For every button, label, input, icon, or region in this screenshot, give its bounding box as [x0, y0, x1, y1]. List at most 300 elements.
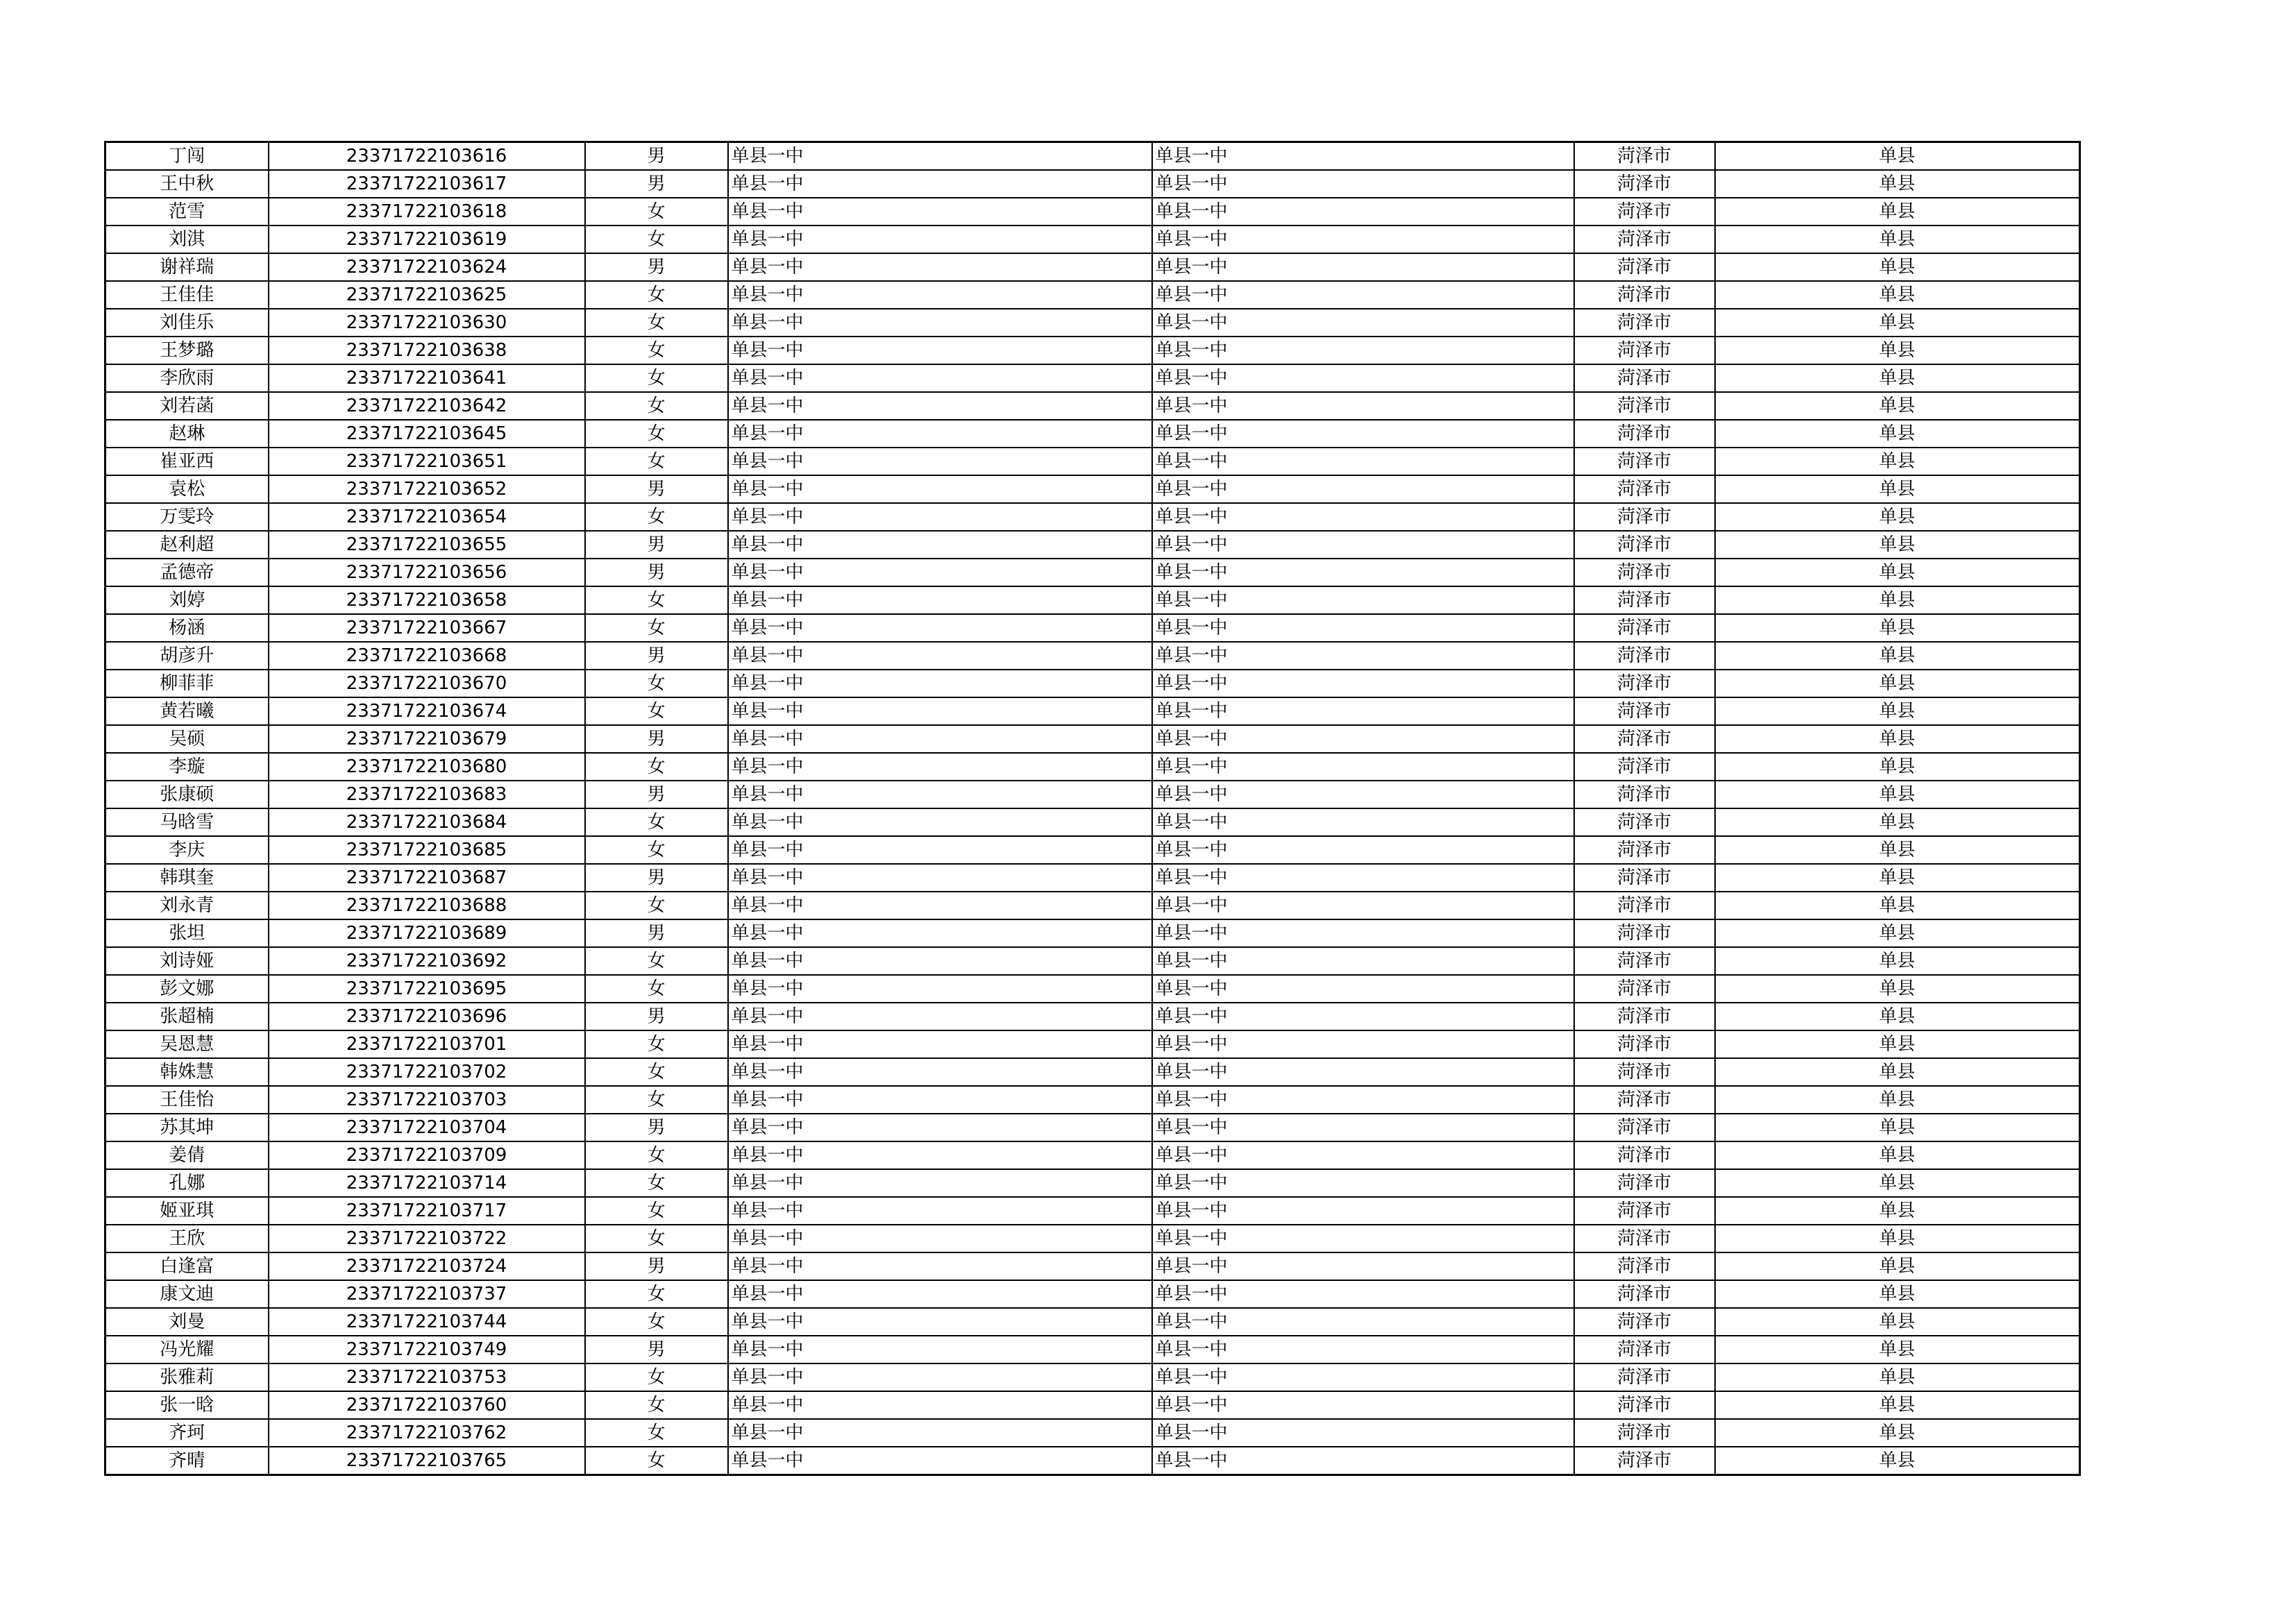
county-cell: 单县: [1715, 559, 2080, 586]
city-cell: 菏泽市: [1574, 919, 1715, 947]
city-cell: 菏泽市: [1574, 864, 1715, 892]
exam-id-cell: 23371722103688: [269, 892, 585, 919]
exam-id-cell: 23371722103655: [269, 531, 585, 559]
gender-cell: 女: [585, 836, 728, 864]
table-body: [105, 142, 2080, 1475]
school-cell: 单县一中: [728, 586, 1152, 614]
county-cell: 单县: [1715, 1225, 2080, 1252]
gender-cell: 女: [585, 1169, 728, 1197]
county-cell: 单县: [1715, 975, 2080, 1003]
table-row: [105, 503, 2080, 531]
city-cell: 菏泽市: [1574, 198, 1715, 226]
exam-id-cell: 23371722103616: [269, 142, 585, 171]
county-cell: 单县: [1715, 1141, 2080, 1169]
city-cell: 菏泽市: [1574, 1447, 1715, 1475]
exam-site-cell: 单县一中: [1152, 1058, 1574, 1086]
table-row: [105, 975, 2080, 1003]
school-cell: 单县一中: [728, 1169, 1152, 1197]
table-row: [105, 1252, 2080, 1280]
school-cell: 单县一中: [728, 1225, 1152, 1252]
name-cell: 张康硕: [105, 781, 269, 808]
table-row: [105, 1363, 2080, 1391]
school-cell: 单县一中: [728, 198, 1152, 226]
name-cell: 姜倩: [105, 1141, 269, 1169]
name-cell: 刘诗娅: [105, 947, 269, 975]
school-cell: 单县一中: [728, 614, 1152, 642]
name-cell: 彭文娜: [105, 975, 269, 1003]
gender-cell: 男: [585, 642, 728, 670]
table-row: [105, 226, 2080, 253]
city-cell: 菏泽市: [1574, 836, 1715, 864]
name-cell: 范雪: [105, 198, 269, 226]
city-cell: 菏泽市: [1574, 808, 1715, 836]
school-cell: 单县一中: [728, 836, 1152, 864]
exam-site-cell: 单县一中: [1152, 364, 1574, 392]
school-cell: 单县一中: [728, 364, 1152, 392]
exam-site-cell: 单县一中: [1152, 503, 1574, 531]
exam-id-cell: 23371722103617: [269, 170, 585, 198]
school-cell: 单县一中: [728, 475, 1152, 503]
gender-cell: 男: [585, 253, 728, 281]
county-cell: 单县: [1715, 781, 2080, 808]
school-cell: 单县一中: [728, 1252, 1152, 1280]
table-row: [105, 1003, 2080, 1030]
name-cell: 韩琪奎: [105, 864, 269, 892]
exam-id-cell: 23371722103717: [269, 1197, 585, 1225]
name-cell: 王梦璐: [105, 337, 269, 364]
name-cell: 刘淇: [105, 226, 269, 253]
city-cell: 菏泽市: [1574, 281, 1715, 309]
table-row: [105, 947, 2080, 975]
table-row: [105, 1114, 2080, 1141]
county-cell: 单县: [1715, 475, 2080, 503]
city-cell: 菏泽市: [1574, 1391, 1715, 1419]
table-row: [105, 697, 2080, 725]
gender-cell: 女: [585, 975, 728, 1003]
name-cell: 胡彦升: [105, 642, 269, 670]
city-cell: 菏泽市: [1574, 559, 1715, 586]
name-cell: 刘佳乐: [105, 309, 269, 337]
county-cell: 单县: [1715, 1003, 2080, 1030]
table-row: [105, 1308, 2080, 1336]
table-row: [105, 670, 2080, 697]
table-row: [105, 892, 2080, 919]
city-cell: 菏泽市: [1574, 364, 1715, 392]
gender-cell: 女: [585, 697, 728, 725]
school-cell: 单县一中: [728, 392, 1152, 420]
exam-id-cell: 23371722103674: [269, 697, 585, 725]
exam-id-cell: 23371722103695: [269, 975, 585, 1003]
school-cell: 单县一中: [728, 975, 1152, 1003]
exam-site-cell: 单县一中: [1152, 670, 1574, 697]
school-cell: 单县一中: [728, 1419, 1152, 1447]
table-row: [105, 1336, 2080, 1363]
gender-cell: 男: [585, 919, 728, 947]
school-cell: 单县一中: [728, 1030, 1152, 1058]
gender-cell: 男: [585, 142, 728, 171]
county-cell: 单县: [1715, 1363, 2080, 1391]
exam-site-cell: 单县一中: [1152, 531, 1574, 559]
gender-cell: 女: [585, 1058, 728, 1086]
county-cell: 单县: [1715, 281, 2080, 309]
exam-id-cell: 23371722103658: [269, 586, 585, 614]
name-cell: 王佳怡: [105, 1086, 269, 1114]
city-cell: 菏泽市: [1574, 1336, 1715, 1363]
exam-id-cell: 23371722103625: [269, 281, 585, 309]
table-row: [105, 281, 2080, 309]
gender-cell: 女: [585, 226, 728, 253]
gender-cell: 女: [585, 892, 728, 919]
county-cell: 单县: [1715, 670, 2080, 697]
name-cell: 吴恩慧: [105, 1030, 269, 1058]
exam-id-cell: 23371722103744: [269, 1308, 585, 1336]
school-cell: 单县一中: [728, 226, 1152, 253]
name-cell: 黄若曦: [105, 697, 269, 725]
school-cell: 单县一中: [728, 892, 1152, 919]
county-cell: 单县: [1715, 1030, 2080, 1058]
exam-site-cell: 单县一中: [1152, 1280, 1574, 1308]
county-cell: 单县: [1715, 309, 2080, 337]
city-cell: 菏泽市: [1574, 753, 1715, 781]
exam-id-cell: 23371722103670: [269, 670, 585, 697]
exam-id-cell: 23371722103753: [269, 1363, 585, 1391]
exam-site-cell: 单县一中: [1152, 1252, 1574, 1280]
exam-site-cell: 单县一中: [1152, 448, 1574, 475]
name-cell: 康文迪: [105, 1280, 269, 1308]
city-cell: 菏泽市: [1574, 1197, 1715, 1225]
table-row: [105, 1419, 2080, 1447]
school-cell: 单县一中: [728, 559, 1152, 586]
exam-id-cell: 23371722103724: [269, 1252, 585, 1280]
exam-site-cell: 单县一中: [1152, 947, 1574, 975]
table-row: [105, 253, 2080, 281]
exam-site-cell: 单县一中: [1152, 198, 1574, 226]
table-row: [105, 1141, 2080, 1169]
school-cell: 单县一中: [728, 781, 1152, 808]
school-cell: 单县一中: [728, 864, 1152, 892]
name-cell: 刘婷: [105, 586, 269, 614]
county-cell: 单县: [1715, 586, 2080, 614]
exam-id-cell: 23371722103749: [269, 1336, 585, 1363]
gender-cell: 男: [585, 531, 728, 559]
table-row: [105, 1030, 2080, 1058]
school-cell: 单县一中: [728, 1447, 1152, 1475]
exam-site-cell: 单县一中: [1152, 1391, 1574, 1419]
county-cell: 单县: [1715, 725, 2080, 753]
table-row: [105, 753, 2080, 781]
exam-site-cell: 单县一中: [1152, 1419, 1574, 1447]
exam-id-cell: 23371722103689: [269, 919, 585, 947]
exam-id-cell: 23371722103642: [269, 392, 585, 420]
table-row: [105, 1225, 2080, 1252]
table-row: [105, 836, 2080, 864]
exam-site-cell: 单县一中: [1152, 642, 1574, 670]
name-cell: 刘永青: [105, 892, 269, 919]
exam-id-cell: 23371722103704: [269, 1114, 585, 1141]
exam-id-cell: 23371722103714: [269, 1169, 585, 1197]
school-cell: 单县一中: [728, 808, 1152, 836]
city-cell: 菏泽市: [1574, 142, 1715, 171]
county-cell: 单县: [1715, 836, 2080, 864]
county-cell: 单县: [1715, 1308, 2080, 1336]
exam-id-cell: 23371722103722: [269, 1225, 585, 1252]
exam-id-cell: 23371722103624: [269, 253, 585, 281]
school-cell: 单县一中: [728, 448, 1152, 475]
city-cell: 菏泽市: [1574, 642, 1715, 670]
county-cell: 单县: [1715, 919, 2080, 947]
county-cell: 单县: [1715, 226, 2080, 253]
school-cell: 单县一中: [728, 309, 1152, 337]
school-cell: 单县一中: [728, 253, 1152, 281]
exam-id-cell: 23371722103703: [269, 1086, 585, 1114]
name-cell: 万雯玲: [105, 503, 269, 531]
name-cell: 马晗雪: [105, 808, 269, 836]
table-row: [105, 614, 2080, 642]
city-cell: 菏泽市: [1574, 1308, 1715, 1336]
name-cell: 赵琳: [105, 420, 269, 448]
school-cell: 单县一中: [728, 1391, 1152, 1419]
table-row: [105, 531, 2080, 559]
exam-site-cell: 单县一中: [1152, 1003, 1574, 1030]
gender-cell: 女: [585, 420, 728, 448]
city-cell: 菏泽市: [1574, 226, 1715, 253]
school-cell: 单县一中: [728, 947, 1152, 975]
student-list-table: [104, 141, 2081, 1476]
exam-site-cell: 单县一中: [1152, 1030, 1574, 1058]
exam-id-cell: 23371722103618: [269, 198, 585, 226]
city-cell: 菏泽市: [1574, 614, 1715, 642]
table-row: [105, 1197, 2080, 1225]
exam-site-cell: 单县一中: [1152, 142, 1574, 171]
county-cell: 单县: [1715, 1197, 2080, 1225]
gender-cell: 男: [585, 170, 728, 198]
city-cell: 菏泽市: [1574, 1086, 1715, 1114]
county-cell: 单县: [1715, 1419, 2080, 1447]
county-cell: 单县: [1715, 947, 2080, 975]
exam-site-cell: 单县一中: [1152, 836, 1574, 864]
name-cell: 王佳佳: [105, 281, 269, 309]
city-cell: 菏泽市: [1574, 420, 1715, 448]
city-cell: 菏泽市: [1574, 1114, 1715, 1141]
exam-site-cell: 单县一中: [1152, 1169, 1574, 1197]
gender-cell: 女: [585, 670, 728, 697]
city-cell: 菏泽市: [1574, 947, 1715, 975]
table-row: [105, 337, 2080, 364]
county-cell: 单县: [1715, 864, 2080, 892]
exam-id-cell: 23371722103667: [269, 614, 585, 642]
exam-site-cell: 单县一中: [1152, 1447, 1574, 1475]
school-cell: 单县一中: [728, 642, 1152, 670]
city-cell: 菏泽市: [1574, 253, 1715, 281]
gender-cell: 男: [585, 781, 728, 808]
exam-site-cell: 单县一中: [1152, 781, 1574, 808]
name-cell: 姬亚琪: [105, 1197, 269, 1225]
exam-site-cell: 单县一中: [1152, 1225, 1574, 1252]
name-cell: 张超楠: [105, 1003, 269, 1030]
table-row: [105, 1447, 2080, 1475]
city-cell: 菏泽市: [1574, 1363, 1715, 1391]
county-cell: 单县: [1715, 1058, 2080, 1086]
city-cell: 菏泽市: [1574, 1003, 1715, 1030]
name-cell: 谢祥瑞: [105, 253, 269, 281]
city-cell: 菏泽市: [1574, 1169, 1715, 1197]
city-cell: 菏泽市: [1574, 337, 1715, 364]
exam-id-cell: 23371722103765: [269, 1447, 585, 1475]
exam-site-cell: 单县一中: [1152, 1363, 1574, 1391]
county-cell: 单县: [1715, 1391, 2080, 1419]
exam-site-cell: 单县一中: [1152, 420, 1574, 448]
gender-cell: 男: [585, 1252, 728, 1280]
name-cell: 李欣雨: [105, 364, 269, 392]
county-cell: 单县: [1715, 420, 2080, 448]
gender-cell: 女: [585, 392, 728, 420]
city-cell: 菏泽市: [1574, 586, 1715, 614]
gender-cell: 女: [585, 364, 728, 392]
city-cell: 菏泽市: [1574, 670, 1715, 697]
city-cell: 菏泽市: [1574, 1419, 1715, 1447]
gender-cell: 女: [585, 503, 728, 531]
exam-site-cell: 单县一中: [1152, 892, 1574, 919]
city-cell: 菏泽市: [1574, 725, 1715, 753]
name-cell: 孔娜: [105, 1169, 269, 1197]
city-cell: 菏泽市: [1574, 309, 1715, 337]
exam-id-cell: 23371722103687: [269, 864, 585, 892]
gender-cell: 男: [585, 725, 728, 753]
exam-id-cell: 23371722103737: [269, 1280, 585, 1308]
table-row: [105, 1391, 2080, 1419]
county-cell: 单县: [1715, 170, 2080, 198]
county-cell: 单县: [1715, 1114, 2080, 1141]
name-cell: 张雅莉: [105, 1363, 269, 1391]
city-cell: 菏泽市: [1574, 975, 1715, 1003]
table-row: [105, 781, 2080, 808]
gender-cell: 女: [585, 1280, 728, 1308]
school-cell: 单县一中: [728, 420, 1152, 448]
county-cell: 单县: [1715, 1086, 2080, 1114]
name-cell: 王中秋: [105, 170, 269, 198]
exam-site-cell: 单县一中: [1152, 975, 1574, 1003]
city-cell: 菏泽市: [1574, 392, 1715, 420]
gender-cell: 女: [585, 1197, 728, 1225]
table-row: [105, 309, 2080, 337]
exam-id-cell: 23371722103684: [269, 808, 585, 836]
school-cell: 单县一中: [728, 919, 1152, 947]
exam-site-cell: 单县一中: [1152, 1336, 1574, 1363]
school-cell: 单县一中: [728, 281, 1152, 309]
gender-cell: 女: [585, 614, 728, 642]
gender-cell: 男: [585, 1336, 728, 1363]
school-cell: 单县一中: [728, 1114, 1152, 1141]
school-cell: 单县一中: [728, 1280, 1152, 1308]
school-cell: 单县一中: [728, 142, 1152, 171]
gender-cell: 女: [585, 448, 728, 475]
gender-cell: 女: [585, 947, 728, 975]
county-cell: 单县: [1715, 1252, 2080, 1280]
table-row: [105, 198, 2080, 226]
table-row: [105, 364, 2080, 392]
name-cell: 吴硕: [105, 725, 269, 753]
county-cell: 单县: [1715, 503, 2080, 531]
table-row: [105, 1280, 2080, 1308]
exam-site-cell: 单县一中: [1152, 392, 1574, 420]
city-cell: 菏泽市: [1574, 1058, 1715, 1086]
county-cell: 单县: [1715, 808, 2080, 836]
city-cell: 菏泽市: [1574, 170, 1715, 198]
exam-id-cell: 23371722103652: [269, 475, 585, 503]
table-row: [105, 475, 2080, 503]
exam-id-cell: 23371722103645: [269, 420, 585, 448]
exam-site-cell: 单县一中: [1152, 1308, 1574, 1336]
table-row: [105, 586, 2080, 614]
name-cell: 赵利超: [105, 531, 269, 559]
table-row: [105, 170, 2080, 198]
school-cell: 单县一中: [728, 531, 1152, 559]
gender-cell: 女: [585, 281, 728, 309]
table-row: [105, 1058, 2080, 1086]
name-cell: 王欣: [105, 1225, 269, 1252]
name-cell: 柳菲菲: [105, 670, 269, 697]
exam-id-cell: 23371722103668: [269, 642, 585, 670]
exam-id-cell: 23371722103654: [269, 503, 585, 531]
exam-id-cell: 23371722103701: [269, 1030, 585, 1058]
city-cell: 菏泽市: [1574, 531, 1715, 559]
school-cell: 单县一中: [728, 1197, 1152, 1225]
city-cell: 菏泽市: [1574, 697, 1715, 725]
county-cell: 单县: [1715, 531, 2080, 559]
exam-site-cell: 单县一中: [1152, 808, 1574, 836]
city-cell: 菏泽市: [1574, 1252, 1715, 1280]
gender-cell: 男: [585, 559, 728, 586]
exam-id-cell: 23371722103760: [269, 1391, 585, 1419]
gender-cell: 女: [585, 1308, 728, 1336]
name-cell: 李璇: [105, 753, 269, 781]
exam-site-cell: 单县一中: [1152, 725, 1574, 753]
exam-id-cell: 23371722103656: [269, 559, 585, 586]
gender-cell: 女: [585, 808, 728, 836]
exam-id-cell: 23371722103641: [269, 364, 585, 392]
gender-cell: 女: [585, 1391, 728, 1419]
city-cell: 菏泽市: [1574, 475, 1715, 503]
name-cell: 袁松: [105, 475, 269, 503]
gender-cell: 女: [585, 309, 728, 337]
county-cell: 单县: [1715, 614, 2080, 642]
gender-cell: 男: [585, 475, 728, 503]
county-cell: 单县: [1715, 448, 2080, 475]
exam-site-cell: 单县一中: [1152, 337, 1574, 364]
exam-site-cell: 单县一中: [1152, 1114, 1574, 1141]
name-cell: 刘若菡: [105, 392, 269, 420]
county-cell: 单县: [1715, 1336, 2080, 1363]
school-cell: 单县一中: [728, 1086, 1152, 1114]
school-cell: 单县一中: [728, 337, 1152, 364]
exam-id-cell: 23371722103619: [269, 226, 585, 253]
county-cell: 单县: [1715, 697, 2080, 725]
name-cell: 苏其坤: [105, 1114, 269, 1141]
gender-cell: 女: [585, 1141, 728, 1169]
exam-site-cell: 单县一中: [1152, 170, 1574, 198]
gender-cell: 女: [585, 1225, 728, 1252]
exam-site-cell: 单县一中: [1152, 1141, 1574, 1169]
exam-site-cell: 单县一中: [1152, 586, 1574, 614]
county-cell: 单县: [1715, 1280, 2080, 1308]
name-cell: 丁闯: [105, 142, 269, 171]
exam-id-cell: 23371722103683: [269, 781, 585, 808]
name-cell: 齐珂: [105, 1419, 269, 1447]
gender-cell: 女: [585, 1086, 728, 1114]
county-cell: 单县: [1715, 753, 2080, 781]
city-cell: 菏泽市: [1574, 1280, 1715, 1308]
exam-site-cell: 单县一中: [1152, 559, 1574, 586]
